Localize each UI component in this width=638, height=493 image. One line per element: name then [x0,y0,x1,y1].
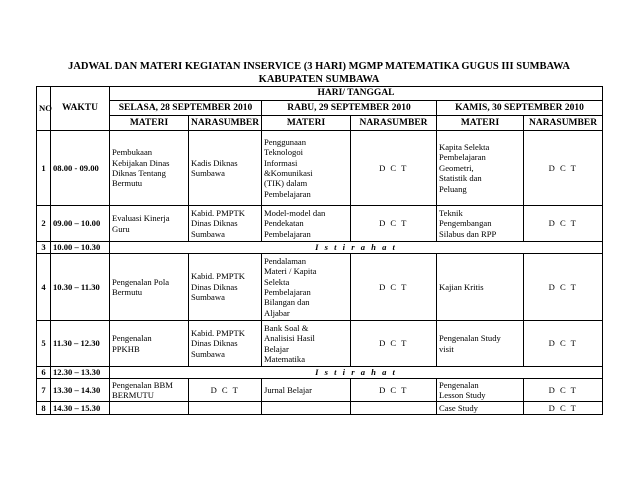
day1-narasumber-line: Kabid. PMPTK [191,207,245,218]
table-row [37,254,603,321]
day1-materi-line: Bermutu [112,178,143,189]
day2-materi-line: Pembelajaran [264,188,311,199]
day2-materi-line: Pendekatan [264,218,304,229]
header-narasumber: NARASUMBER [351,116,437,131]
day3-materi-line: Peluang [439,183,467,194]
table-row [37,242,603,254]
day2-materi-line: Penggunaan [264,136,307,147]
header-day-1: SELASA, 28 SEPTEMBER 2010 [110,101,262,116]
day2-materi-line: Pembelajaran [264,287,311,297]
day2-materi [262,206,351,242]
day3-materi-line: Pengembangan [439,218,492,229]
day1-narasumber-line: Sumbawa [191,168,225,178]
row-number: 7 [37,379,51,402]
day3-materi [437,321,524,367]
day3-materi [437,131,524,206]
row-number: 4 [37,254,51,321]
day1-narasumber [189,254,262,321]
day3-narasumber: D C T [524,131,603,206]
day2-narasumber: D C T [351,254,437,321]
day2-materi-line: Bilangan dan [264,297,310,308]
day2-materi [262,402,351,415]
day3-narasumber: D C T [524,321,603,367]
day1-narasumber [189,206,262,242]
row-waktu: 11.30 – 12.30 [51,321,110,367]
day2-materi [262,321,351,367]
day1-materi [110,379,189,402]
day1-narasumber [189,321,262,367]
header-day-2: RABU, 29 SEPTEMBER 2010 [262,101,437,116]
day1-materi-line: Pengenalan BBM [112,379,173,390]
header-narasumber: NARASUMBER [189,116,262,131]
day1-narasumber-line: Sumbawa [191,292,225,303]
day2-materi [262,254,351,321]
row-waktu: 08.00 - 09.00 [51,131,110,206]
day2-narasumber [351,402,437,415]
day1-materi [110,131,189,206]
day1-narasumber [189,379,262,402]
day3-narasumber: D C T [524,206,603,242]
day2-materi-line: Belajar [264,343,289,354]
day3-materi-line: Pengenalan [439,379,479,390]
day3-materi-line: visit [439,343,454,354]
day2-materi-line: Pembelajaran [264,228,311,239]
day1-narasumber-line: D C T [210,384,240,395]
day2-materi-line: Aljabar [264,307,290,318]
row-number: 5 [37,321,51,367]
day1-materi-line: BERMUTU [112,390,155,400]
day1-narasumber-line: Kadis Diknas [191,157,238,168]
row-number: 6 [37,367,51,379]
day2-materi [262,379,351,402]
day2-narasumber: D C T [351,131,437,206]
day2-narasumber: D C T [351,206,437,242]
day3-materi-line: Silabus dan RPP [439,228,497,239]
day2-materi-line: Pendalaman [264,255,306,266]
day3-materi-line: Pembelajaran [439,152,486,163]
day2-materi-line: Selekta [264,276,290,287]
table-row [37,131,603,206]
row-waktu: 09.00 – 10.00 [51,206,110,242]
header-materi: MATERI [262,116,351,131]
day1-materi-line: Bermutu [112,287,143,297]
day3-materi-line: Kajian Kritis [439,281,484,292]
document-title: JADWAL DAN MATERI KEGIATAN INSERVICE (3 HARI) MGMP MATEMATIKA GUGUS III SUMBAWA [68,61,570,72]
day1-narasumber-line: Sumbawa [191,228,225,239]
row-waktu: 13.30 – 14.30 [51,379,110,402]
day2-narasumber: D C T [351,379,437,402]
day3-materi-line: Statistik dan [439,173,482,184]
day2-materi-line: Jurnal Belajar [264,384,312,395]
day1-narasumber-line: Dinas Diknas [191,218,238,229]
day1-narasumber [189,131,262,206]
day2-materi-line: Informasi [264,157,298,168]
day2-materi [262,131,351,206]
day1-narasumber-line: Kabid. PMPTK [191,327,245,338]
day1-materi-line: Pembukaan [112,147,153,158]
day3-materi [437,206,524,242]
day3-narasumber: D C T [524,379,603,402]
day1-narasumber-line: Dinas Diknas [191,281,238,292]
header-materi: MATERI [110,116,189,131]
day2-narasumber: D C T [351,321,437,367]
row-waktu: 10.00 – 10.30 [51,242,110,254]
day3-materi [437,379,524,402]
header-narasumber: NARASUMBER [524,116,603,131]
day1-materi-line: Pengenalan [112,333,152,344]
header-hari-tanggal: HARI/ TANGGAL [110,87,603,101]
day1-materi-line: Diknas Tentang [112,168,166,178]
day3-materi-line: Teknik [439,207,463,218]
day1-materi-line: PPKHB [112,343,140,354]
istirahat-break: I s t i r a h a t [110,242,603,254]
day1-narasumber [189,402,262,415]
header-materi: MATERI [437,116,524,131]
day3-materi-line: Pengenalan Study [439,333,501,344]
day1-narasumber-line: Sumbawa [191,348,225,359]
day3-materi [437,254,524,321]
table-row [37,402,603,415]
row-waktu: 10.30 – 11.30 [51,254,110,321]
day1-narasumber-line: Kabid. PMPTK [191,271,245,282]
header-waktu: WAKTU [51,87,110,131]
table-row [37,367,603,379]
day1-narasumber-line: Dinas Diknas [191,338,238,349]
day2-materi-line: (TIK) dalam [264,178,308,189]
day2-materi-line: Bank Soal & [264,322,309,333]
day1-materi-line: Kebijakan Dinas [112,157,170,168]
day3-narasumber: D C T [524,402,603,415]
table-row [37,206,603,242]
table-row [37,321,603,367]
day2-materi-line: Materi / Kapita [264,266,317,277]
day2-materi-line: Matematika [264,353,306,364]
day2-materi-line: &Komunikasi [264,168,313,178]
day3-materi [437,402,524,415]
row-number: 2 [37,206,51,242]
day1-materi-line: Guru [112,223,130,234]
day2-materi-line: Model-model dan [264,207,326,218]
day3-materi-line: Kapita Selekta [439,141,490,152]
day1-materi [110,321,189,367]
row-number: 3 [37,242,51,254]
day3-materi-line: Lesson Study [439,390,486,400]
table-row [37,379,603,402]
row-waktu: 12.30 – 13.30 [51,367,110,379]
row-number: 8 [37,402,51,415]
day3-narasumber: D C T [524,254,603,321]
row-waktu: 14.30 – 15.30 [51,402,110,415]
day3-materi-line: Case Study [439,402,478,413]
day1-materi-line: Pengenalan Pola [112,276,170,287]
day2-materi-line: Teknologoi [264,147,304,158]
row-number: 1 [37,131,51,206]
header-day-3: KAMIS, 30 SEPTEMBER 2010 [437,101,603,116]
day2-materi-line: Analisisi Hasil [264,333,315,344]
istirahat-break: I s t i r a h a t [110,367,603,379]
day3-materi-line: Geometri, [439,162,474,173]
day1-materi [110,402,189,415]
day1-materi [110,254,189,321]
document-subtitle: KABUPATEN SUMBAWA [258,74,380,85]
day1-materi [110,206,189,242]
schedule-table [36,86,603,415]
day1-materi-line: Evaluasi Kinerja [112,213,170,224]
header-no: NO [37,87,51,131]
